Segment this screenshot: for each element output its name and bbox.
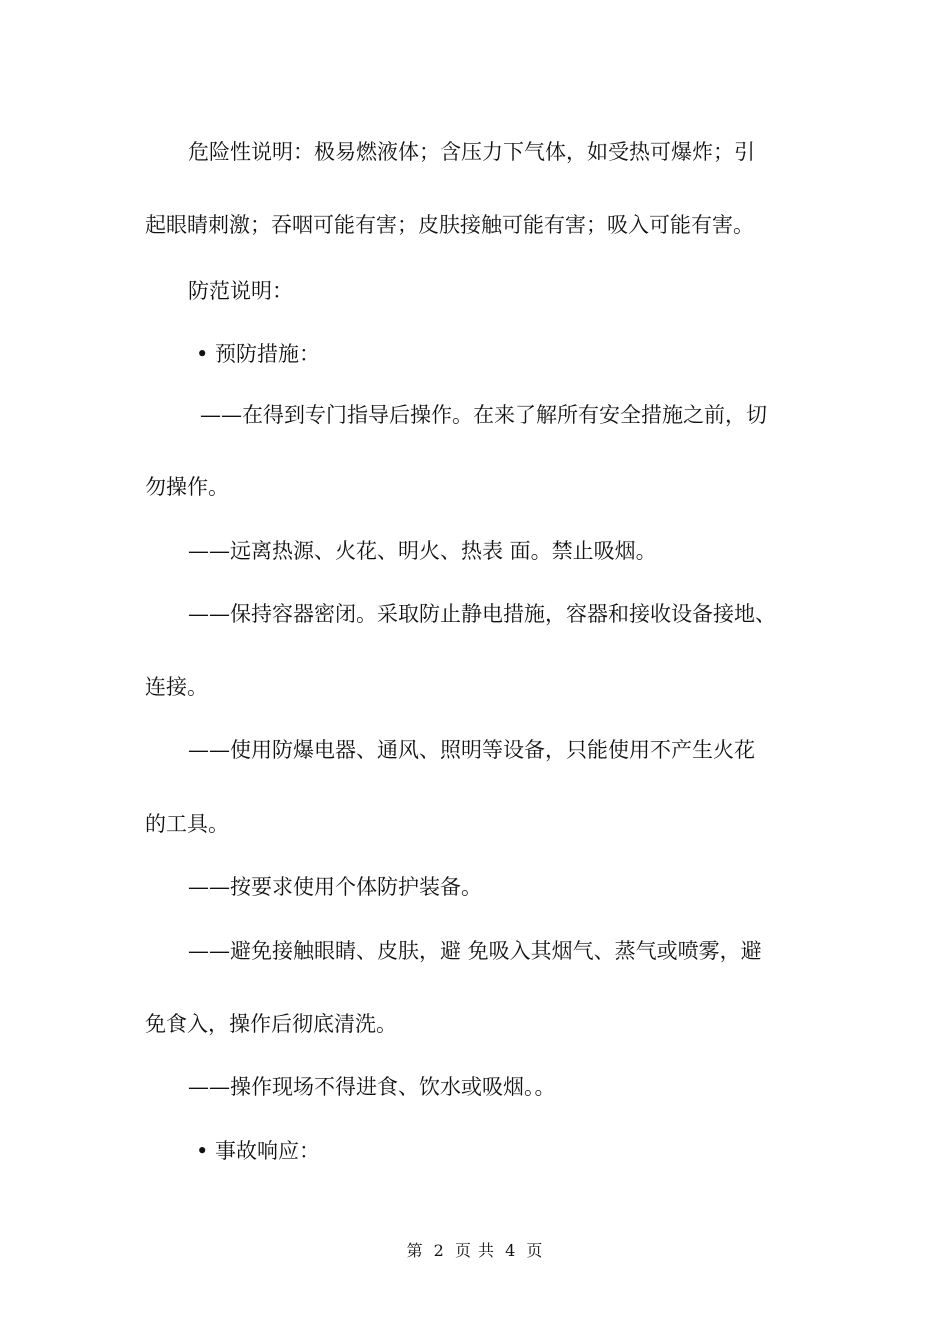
page-footer: [0, 1240, 950, 1262]
prevention-item-3-line-2: 连接。: [145, 675, 208, 699]
precaution-heading: 防范说明：: [188, 279, 293, 303]
hazard-statement-line-1: 危险性说明：极易燃液体；含压力下气体，如受热可爆炸；引: [188, 140, 755, 164]
footer-middle: 页 共: [454, 1241, 496, 1260]
prevention-item-3-line-1: ——保持容器密闭。采取防止静电措施，容器和接收设备接地、: [188, 602, 776, 626]
footer-suffix: 页: [526, 1241, 544, 1260]
prevention-item-6-line-2: 免食入，操作后彻底清洗。: [145, 1012, 397, 1036]
footer-total-pages: 4: [505, 1241, 517, 1260]
hazard-statement-line-2: 起眼睛刺激；吞咽可能有害；皮肤接触可能有害；吸入可能有害。: [145, 213, 754, 237]
prevention-item-4-line-1: ——使用防爆电器、通风、照明等设备，只能使用不产生火花: [188, 738, 755, 762]
prevention-item-7: ——操作现场不得进食、饮水或吸烟。。: [188, 1075, 556, 1099]
prevention-item-1-line-2: 勿操作。: [145, 475, 229, 499]
prevention-item-1-line-1: ——在得到专门指导后操作。在来了解所有安全措施之前，切: [200, 403, 767, 427]
prevention-item-5: ——按要求使用个体防护装备。: [188, 875, 482, 899]
prevention-item-4-line-2: 的工具。: [145, 812, 229, 836]
prevention-heading: • 预防措施：: [196, 342, 321, 366]
footer-prefix: 第: [406, 1241, 424, 1260]
response-heading: • 事故响应：: [196, 1139, 321, 1163]
prevention-item-2: ——远离热源、火花、明火、热表 面。禁止吸烟。: [188, 539, 657, 563]
footer-page-number: 2: [433, 1241, 445, 1260]
prevention-item-6-line-1: ——避免接触眼睛、皮肤，避 免吸入其烟气、蒸气或喷雾，避: [188, 939, 762, 963]
